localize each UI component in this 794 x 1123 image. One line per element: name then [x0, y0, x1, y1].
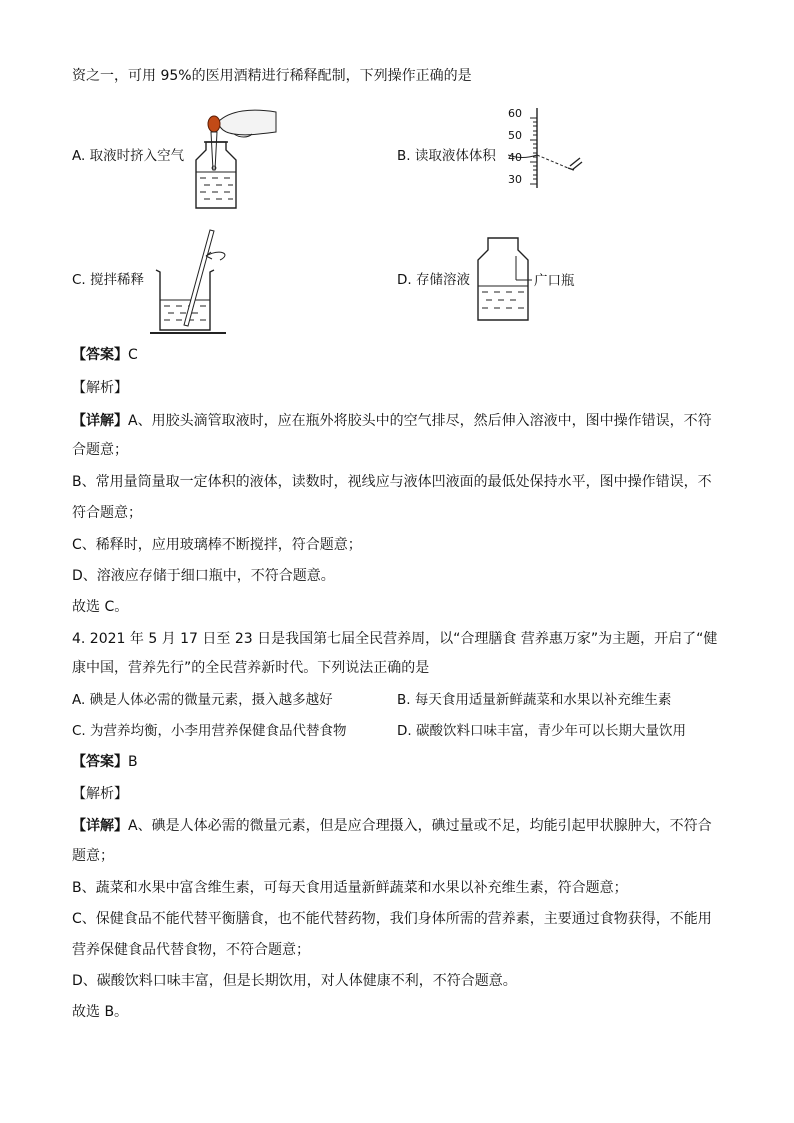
q3-option-b-letter: B.: [397, 148, 411, 164]
q3-explain-line-6: D、溶液应存储于细口瓶中，不符合题意。: [72, 568, 335, 584]
q4-option-b-text: 每天食用适量新鲜蔬菜和水果以补充维生素: [414, 692, 672, 708]
cylinder-tick-40: 40: [508, 151, 522, 164]
q3-option-d: [397, 270, 470, 290]
dropper-bottle-figure: [190, 108, 280, 210]
q4-explain-text-1: A、碘是人体必需的微量元素，但是应合理摄入，碘过量或不足，均能引起甲状腺肿大，不符合: [128, 818, 712, 834]
q3-explain-line-7: 故选 C。: [72, 599, 129, 615]
q3-explain-text-1: A、用胶头滴管取液时，应在瓶外将胶头中的空气排尽，然后伸入溶液中，图中操作错误，不符: [128, 413, 712, 429]
q3-option-c-text: 搅拌稀释: [90, 272, 145, 288]
q4-analysis-tag: 【解析】: [72, 786, 128, 802]
q3-explain-line-2: 合题意；: [72, 442, 128, 458]
q4-explain-line-7: 故选 B。: [72, 1004, 129, 1020]
q4-explain-line-2: 题意；: [72, 848, 114, 864]
q3-analysis-tag: 【解析】: [72, 380, 128, 396]
q4-option-a-letter: A.: [72, 692, 86, 708]
q4-option-a-text: 碘是人体必需的微量元素，摄入越多越好: [89, 692, 333, 708]
q4-stem-line-1: 4. 2021 年 5 月 17 日至 23 日是我国第七届全民营养周，以“合理膳食 营养惠万家”为主题，开启了“健: [72, 631, 718, 647]
cylinder-tick-50: 50: [508, 129, 522, 142]
q3-intro: 资之一，可用 95%的医用酒精进行稀释配制，下列操作正确的是: [72, 68, 472, 84]
q4-explain-line-4: C、保健食品不能代替平衡膳食，也不能代替药物，我们身体所需的营养素，主要通过食物获得，不能用: [72, 911, 712, 927]
q3-option-b-text: 读取液体体积: [414, 148, 496, 164]
q3-option-a: [72, 146, 184, 166]
q3-explain-line-4: 符合题意；: [72, 505, 142, 521]
q3-explain-line-1: [72, 411, 712, 431]
q3-option-c-letter: C.: [72, 272, 86, 288]
q4-option-a: [72, 690, 333, 710]
q4-explain-line-1: [72, 816, 712, 836]
q4-answer-tag: 【答案】: [72, 754, 128, 770]
q4-stem-line-2: 康中国，营养先行”的全民营养新时代。下列说法正确的是: [72, 660, 430, 676]
q3-answer-tag: 【答案】: [72, 347, 128, 363]
q4-option-c: [72, 721, 347, 741]
beaker-stirring-figure: [148, 226, 232, 336]
q4-explain-line-5: 营养保健食品代替食物，不符合题意；: [72, 942, 310, 958]
q3-explain-line-3: B、常用量筒量取一定体积的液体，读数时，视线应与液体凹液面的最低处保持水平，图中操作错误，不: [72, 474, 712, 490]
cylinder-tick-60: 60: [508, 107, 522, 120]
q3-option-c: [72, 270, 144, 290]
q3-option-b: [397, 146, 496, 166]
wide-mouth-bottle-figure: [474, 236, 534, 322]
q4-option-b-letter: B.: [397, 692, 411, 708]
q4-explain-line-6: D、碳酸饮料口味丰富，但是长期饮用，对人体健康不利，不符合题意。: [72, 973, 517, 989]
q4-option-d-letter: D.: [397, 723, 412, 739]
q3-option-d-letter: D.: [397, 272, 412, 288]
q4-detail-tag: 【详解】: [72, 818, 128, 834]
q3-option-a-letter: A.: [72, 148, 86, 164]
q3-option-d-text: 存储溶液: [415, 272, 470, 288]
q3-option-a-text: 取液时挤入空气: [89, 148, 185, 164]
bottle-label: 广口瓶: [534, 273, 575, 289]
q3-detail-tag: 【详解】: [72, 413, 128, 429]
q4-option-c-letter: C.: [72, 723, 86, 739]
q4-option-d: [397, 721, 686, 741]
q4-option-b: [397, 690, 671, 710]
q4-option-c-text: 为营养均衡，小李用营养保健食品代替食物: [90, 723, 347, 739]
cylinder-tick-30: 30: [508, 173, 522, 186]
q3-answer-value: C: [128, 347, 138, 363]
q3-answer: [72, 345, 138, 365]
q4-explain-line-3: B、蔬菜和水果中富含维生素，可每天食用适量新鲜蔬菜和水果以补充维生素，符合题意；: [72, 880, 628, 896]
q4-answer: [72, 752, 138, 772]
q3-explain-line-5: C、稀释时，应用玻璃棒不断搅拌，符合题意；: [72, 537, 362, 553]
q4-answer-value: B: [128, 754, 138, 770]
q4-option-d-text: 碳酸饮料口味丰富，青少年可以长期大量饮用: [415, 723, 686, 739]
